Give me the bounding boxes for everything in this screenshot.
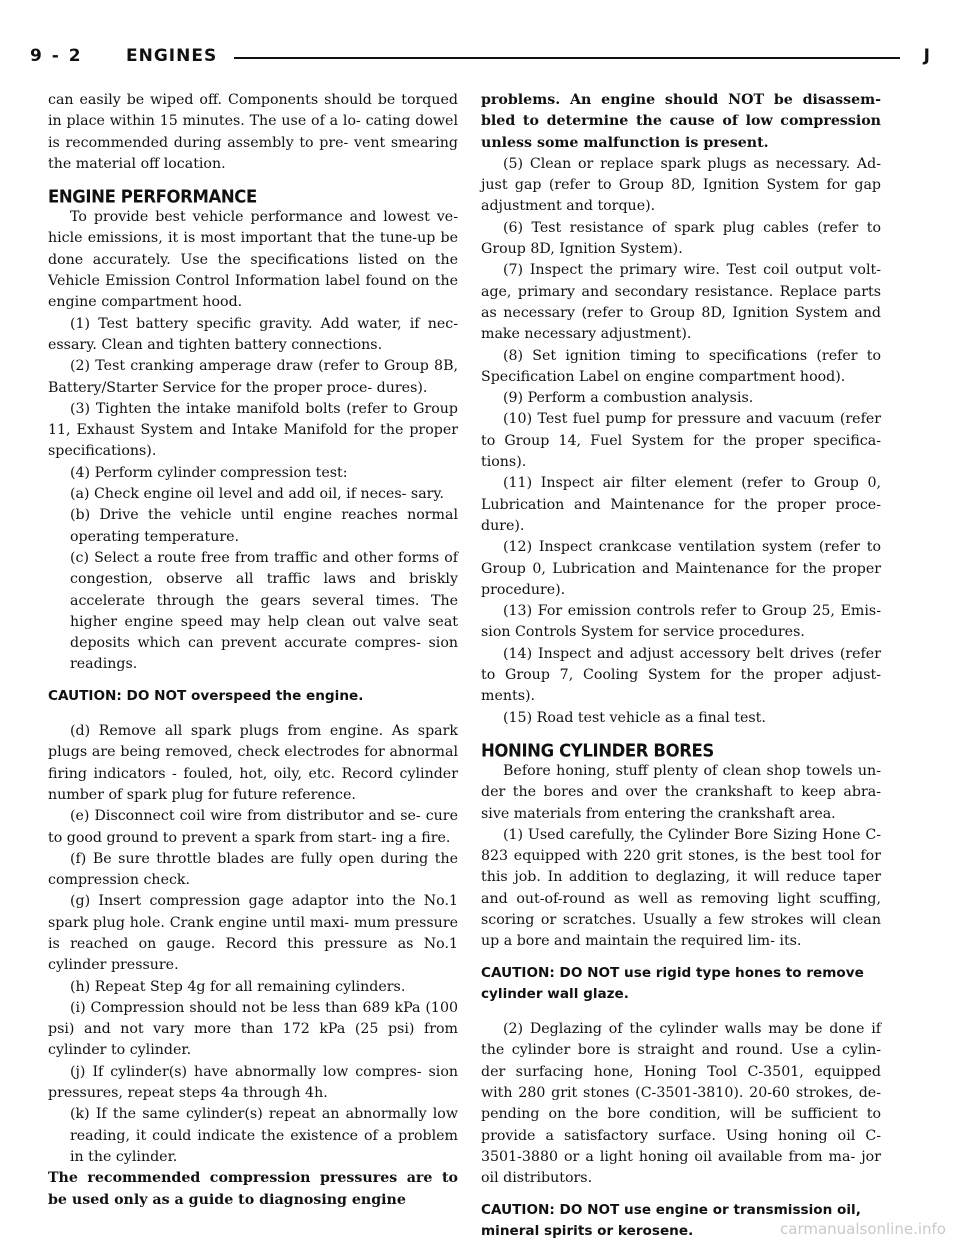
step-8: (8) Set ignition timing to specifications (refer to Specification Label on engine compartment hood). [481, 347, 881, 385]
step-15: (15) Road test vehicle as a final test. [503, 709, 766, 726]
honing-intro: Before honing, stuff plenty of clean shop towels un- der the bores and over the crankshaft to keep abra- sive materials from entering the crankshaft area. [481, 762, 881, 822]
step-4: (4) Perform cylinder compression test: [70, 464, 348, 481]
right-column [481, 90, 881, 1256]
caution-oil: CAUTION: DO NOT use engine or transmission oil, mineral spirits or kerosene. [481, 1201, 861, 1239]
step-4j: (j) If cylinder(s) have abnormally low compres- sion pressures, repeat steps 4a through 4h. [48, 1063, 458, 1102]
step-13: (13) For emission controls refer to Group 25, Emis- sion Controls System for service procedures. [481, 603, 881, 641]
header-rule [234, 57, 900, 59]
page-number: 9 - 2 [30, 46, 83, 66]
step-4g: (g) Insert compression gage adaptor into the No.1 spark plug hole. Crank engine until maxi- mum pressure is reached on gauge. Record this pressure as No.1 cylinder pressure. [48, 893, 458, 974]
step-4k: (k) If the same cylinder(s) repeat an abnormally low reading, it could indicate the existence of a problem in the cylinder. [70, 1106, 458, 1165]
caution-overspeed: CAUTION: DO NOT overspeed the engine. [48, 687, 364, 704]
step-4d: (d) Remove all spark plugs from engine. As spark plugs are being removed, check electrodes for abnormal firing indicators - fouled, hot, oily, etc. Record cylinder number of spark plug for future reference. [48, 723, 458, 803]
step-6: (6) Test resistance of spark plug cables (refer to Group 8D, Ignition System). [481, 219, 881, 258]
step-4e: (e) Disconnect coil wire from distributor and se- cure to good ground to prevent a spark from start- ing a fire. [48, 808, 458, 846]
step-12: (12) Inspect crankcase ventilation system (refer to Group 0, Lubrication and Maintenance for the proper procedure). [481, 539, 881, 598]
caution-rigid-hones: CAUTION: DO NOT use rigid type hones to remove cylinder wall glaze. [481, 964, 864, 1002]
left-column [48, 90, 458, 1211]
section-title: ENGINES [126, 46, 218, 66]
step-4h: (h) Repeat Step 4g for all remaining cylinders. [70, 978, 406, 995]
step-1: (1) Test battery specific gravity. Add water, if nec- essary. Clean and tighten battery connections. [48, 315, 458, 353]
header-letter: J [923, 46, 930, 66]
compression-note-cont: problems. An engine should NOT be disassem- bled to determine the cause of low compression unless some malfunction is present. [481, 92, 881, 151]
step-4b: (b) Drive the vehicle until engine reaches normal operating temperature. [70, 507, 458, 545]
step-10: (10) Test fuel pump for pressure and vacuum (refer to Group 14, Fuel System for the proper specifica- tions). [481, 411, 881, 471]
step-4i: (i) Compression should not be less than 689 kPa (100 psi) and not vary more than 172 kPa (25 psi) from cylinder to cylinder. [48, 999, 458, 1059]
step-14: (14) Inspect and adjust accessory belt drives (refer to Group 7, Cooling System for the proper adjust- ments). [481, 645, 881, 705]
step-11: (11) Inspect air filter element (refer to Group 0, Lubrication and Maintenance for the proper proce- dure). [481, 475, 881, 534]
watermark: carmanualsonline.info [780, 1220, 946, 1238]
page-header [30, 46, 930, 72]
step-5: (5) Clean or replace spark plugs as necessary. Ad- just gap (refer to Group 8D, Ignition System for gap adjustment and torque). [481, 155, 881, 215]
intro-paragraph: can easily be wiped off. Components should be torqued in place within 15 minutes. The use of a lo- cating dowel is recommended during assembly to pre- vent smearing the material off location. [48, 92, 458, 172]
step-4c: (c) Select a route free from traffic and other forms of congestion, observe all traffic laws and briskly accelerate through the gears several times. The higher engine speed may help clean out valve seat deposits which can prevent accurate compres- sion readings. [70, 549, 458, 673]
honing-heading: HONING CYLINDER BORES [481, 740, 714, 761]
step-4a: (a) Check engine oil level and add oil, if neces- sary. [70, 486, 445, 503]
hone-step-1: (1) Used carefully, the Cylinder Bore Sizing Hone C-823 equipped with 220 grit stones, is the best tool for this job. In addition to deglazing, it will reduce taper and out-of-round as well as removing light scuffing, scoring or scratches. Usually a few strokes will clean up a bore and maintain the required lim- its. [481, 826, 881, 950]
step-7: (7) Inspect the primary wire. Test coil output volt- age, primary and secondary resistance. Replace parts as necessary (refer to Group 8D, Ignition System and make necessary adjustment). [481, 262, 881, 343]
ep-intro: To provide best vehicle performance and lowest ve- hicle emissions, it is most important that the tune-up be done accurately. Use the specifications listed on the Vehicle Emission Control Information label found on the engine compartment hood. [48, 209, 458, 311]
compression-note: The recommended compression pressures are to be used only as a guide to diagnosing engine [48, 1170, 458, 1208]
step-4f: (f) Be sure throttle blades are fully open during the compression check. [48, 850, 458, 889]
engine-performance-heading: ENGINE PERFORMANCE [48, 186, 257, 207]
hone-step-2: (2) Deglazing of the cylinder walls may be done if the cylinder bore is straight and round. Use a cylin- der surfacing hone, Honing Tool C-3501, equipped with 280 grit stones (C-3501-3810). 20-60 strokes, de- pending on the bore condition, will be sufficient to provide a satisfactory surface. Using honing oil C-3501-3880 or a light honing oil available from ma- jor oil distributors. [481, 1021, 881, 1187]
step-2: (2) Test cranking amperage draw (refer to Group 8B, Battery/Starter Service for the proper proce- dures). [48, 358, 458, 396]
step-9: (9) Perform a combustion analysis. [503, 390, 754, 407]
step-3: (3) Tighten the intake manifold bolts (refer to Group 11, Exhaust System and Intake Manifold for the proper specifications). [48, 400, 458, 460]
